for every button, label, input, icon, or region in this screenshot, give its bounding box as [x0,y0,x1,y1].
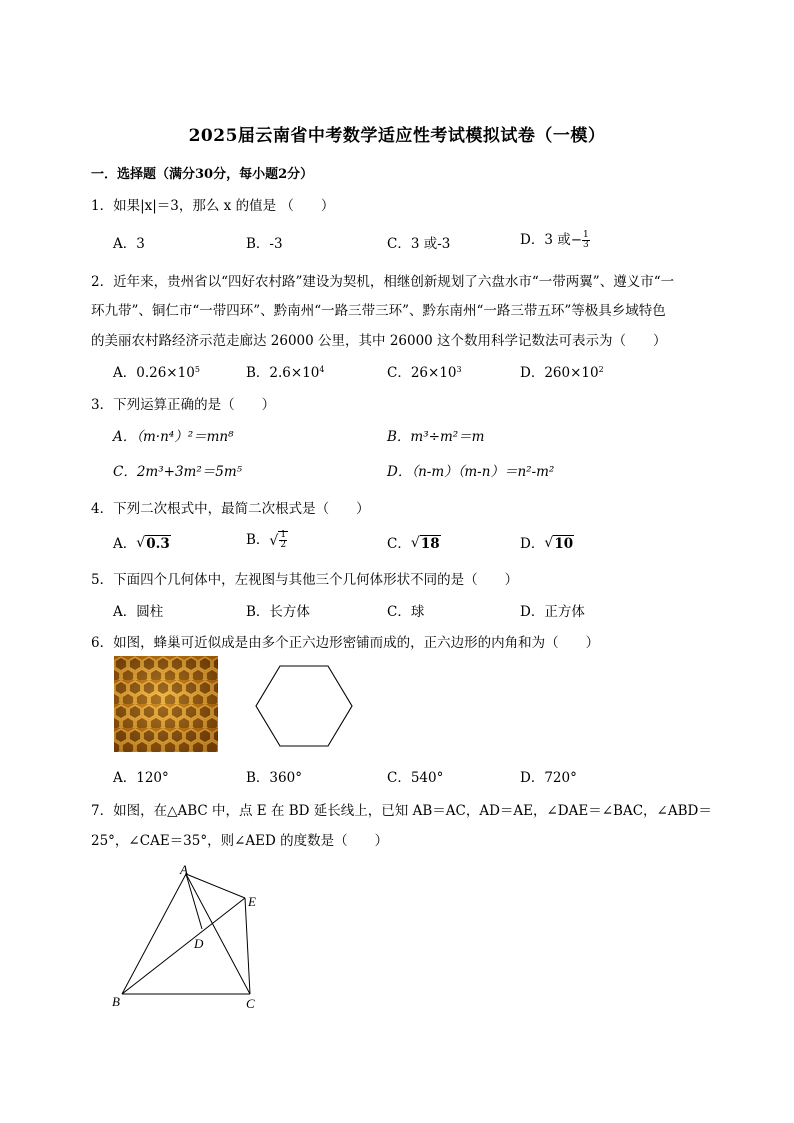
q1-option-c: C．3 或-3 [387,236,451,252]
q3-option-d: D．（n-m）（m-n）＝n²-m² [387,464,555,480]
q2-option-d [520,361,604,381]
q2-option-d-base: D．260×10 [520,365,599,381]
q2-option-b-base: B．2.6×10 [246,365,320,381]
question-2-line-2: 环九带”、铜仁市“一带四环”、黔南州“一路三带三环”、黔东南州“一路三带五环”等极具乡域特色 [91,303,666,319]
point-label-e: E [248,894,256,909]
section-heading: 一．选择题（满分30分，每小题2分） [91,167,314,182]
exam-title: 2025届云南省中考数学适应性考试模拟试卷（一模） [188,126,606,146]
q5-option-d: D．正方体 [520,604,585,620]
fraction [279,531,287,550]
hexagon-figure [254,664,354,748]
q2-option-c-base: C．26×10 [387,365,457,381]
question-1-stem: 1．如果|x|＝3，那么 x 的值是 （ ） [91,198,335,214]
fraction-denominator: 2 [280,540,287,550]
honeycomb-image [114,656,218,752]
q3-option-c: C．2m³+3m²＝5m⁵ [113,464,243,480]
q1-option-b: B．-3 [246,236,283,252]
question-6-stem: 6．如图，蜂巢可近似成是由多个正六边形密铺而成的，正六边形的内角和为（ ） [91,635,600,651]
q4-option-a-label: A． [113,536,137,552]
square-root: √ 0.3 [136,535,170,552]
question-5-stem: 5．下面四个几何体中，左视图与其他三个几何体形状不同的是（ ） [91,572,519,588]
q2-option-b [246,361,324,381]
point-label-a: A [180,862,188,877]
radicand: 10 [554,536,574,552]
point-label-d: D [194,936,204,951]
square-root: √ 18 [410,535,440,552]
square-root: √ 10 [544,535,574,552]
q4-option-d-label: D． [520,536,545,552]
q6-option-d: D．720° [520,770,577,786]
q4-option-c [387,532,441,552]
q3-option-b: B．m³÷m²＝m [387,429,485,445]
fraction [582,231,590,250]
question-2-line-1: 2．近年来，贵州省以“四好农村路”建设为契机，相继创新规划了六盘水市“一带两翼”、遵义市“一 [91,274,675,290]
q1-option-d-text: D．3 或− [520,232,583,248]
question-7-line-1: 7．如图，在△ABC 中，点 E 在 BD 延长线上，已知 AB＝AC，AD＝AE，∠DAE＝∠BAC，∠ABD＝ [91,803,712,819]
q5-option-c: C．球 [387,604,425,620]
q4-option-c-label: C． [387,536,411,552]
fraction-numerator: 1 [280,530,287,540]
question-4-stem: 4．下列二次根式中，最简二次根式是（ ） [91,501,370,517]
radicand: 0.3 [146,536,170,552]
square-root: √ $\frac{1}{2}$ [269,530,287,550]
question-7-line-2: 25°，∠CAE＝35°，则∠AED 的度数是（ ） [91,833,389,849]
radicand: 18 [420,536,440,552]
q1-option-d [520,228,590,250]
q3-option-a: A．（m·n⁴）²＝mn⁸ [113,429,234,445]
q2-option-a-exponent: 5 [194,365,200,374]
question-3-stem: 3．下列运算正确的是（ ） [91,397,276,413]
q2-option-a [113,361,200,381]
q1-option-a: A．3 [113,236,145,252]
q6-option-b: B．360° [246,770,302,786]
q2-option-c-exponent: 3 [456,365,462,374]
q2-option-b-exponent: 4 [319,365,325,374]
q4-option-b [246,528,288,550]
q6-option-a: A．120° [113,770,169,786]
fraction-numerator: 1 [583,230,589,240]
q2-option-d-exponent: 2 [598,365,604,374]
triangle-figure [108,860,278,1016]
q5-option-a: A．圆柱 [113,604,164,620]
q4-option-a [113,532,171,552]
q4-option-b-label: B． [246,532,270,548]
fraction-denominator: 3 [583,240,589,250]
q2-option-c [387,361,462,381]
point-label-c: C [246,996,255,1011]
q6-option-c: C．540° [387,770,444,786]
q4-option-d [520,532,574,552]
q5-option-b: B．长方体 [246,604,310,620]
q2-option-a-base: A．0.26×10 [113,365,195,381]
point-label-b: B [112,994,120,1009]
question-2-line-3: 的美丽农村路经济示范走廊达 26000 公里，其中 26000 这个数用科学记数法可表示为（ ） [91,333,667,349]
